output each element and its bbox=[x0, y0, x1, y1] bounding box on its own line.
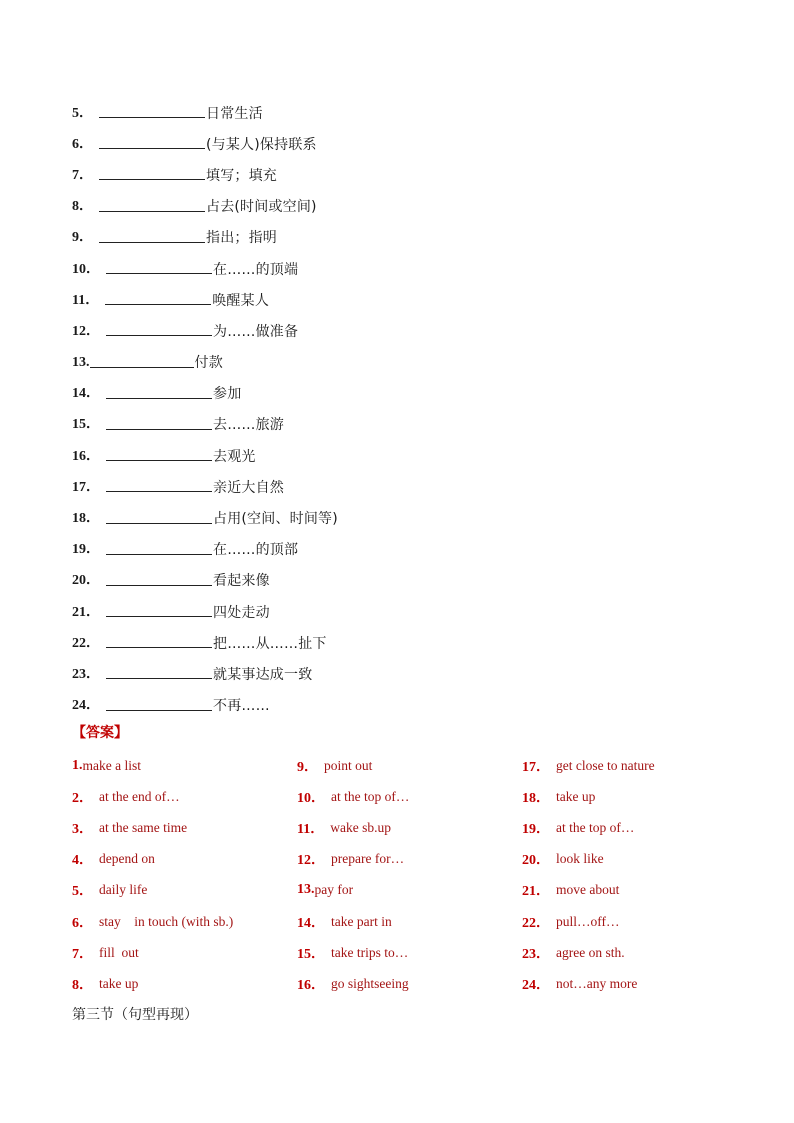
answer-text: move about bbox=[556, 882, 620, 898]
question-number: 7． bbox=[72, 167, 93, 183]
question-number: 15． bbox=[72, 417, 100, 433]
question-meaning: 把……从……扯下 bbox=[213, 635, 327, 652]
answer-item bbox=[72, 968, 233, 999]
question-row bbox=[72, 597, 722, 628]
answer-item bbox=[72, 781, 233, 812]
answer-text: go sightseeing bbox=[331, 975, 409, 991]
answer-text: prepare for… bbox=[331, 851, 405, 867]
question-row bbox=[72, 691, 722, 722]
answer-item bbox=[522, 781, 655, 812]
question-meaning: 付款 bbox=[194, 355, 223, 372]
answers-heading: 【答案】 bbox=[72, 725, 128, 741]
question-meaning: 占用(空间、时间等) bbox=[213, 511, 338, 528]
answer-number: 13. bbox=[297, 882, 315, 898]
question-number: 20． bbox=[72, 573, 100, 589]
question-meaning: 在……的顶端 bbox=[213, 261, 299, 278]
answer-text: not…any more bbox=[556, 975, 638, 991]
question-row bbox=[72, 129, 722, 160]
question-row bbox=[72, 503, 722, 534]
answer-text: depend on bbox=[99, 851, 155, 867]
question-number: 18． bbox=[72, 511, 100, 527]
question-meaning: 日常生活 bbox=[206, 105, 263, 122]
answer-number: 12． bbox=[297, 853, 325, 869]
answer-number: 17． bbox=[522, 759, 550, 775]
answer-item bbox=[72, 812, 233, 843]
question-row bbox=[72, 566, 722, 597]
question-row bbox=[72, 348, 722, 379]
question-number: 11． bbox=[72, 292, 100, 308]
question-meaning: (与某人)保持联系 bbox=[206, 136, 317, 153]
question-row bbox=[72, 98, 722, 129]
question-number: 19． bbox=[72, 542, 100, 558]
answer-blank[interactable] bbox=[106, 259, 212, 274]
answer-text: take part in bbox=[331, 913, 392, 929]
question-meaning: 填写；填充 bbox=[206, 167, 277, 184]
answer-number: 9． bbox=[297, 759, 318, 775]
answer-item bbox=[72, 906, 233, 937]
answer-text: make a list bbox=[82, 757, 141, 773]
question-meaning: 去观光 bbox=[213, 448, 256, 465]
question-meaning: 去……旅游 bbox=[213, 417, 284, 434]
question-number: 10． bbox=[72, 261, 100, 277]
answer-text: take up bbox=[99, 975, 139, 991]
answer-blank[interactable] bbox=[106, 696, 212, 711]
answer-text: at the top of… bbox=[556, 819, 635, 835]
answer-item bbox=[297, 844, 409, 875]
answer-item bbox=[297, 781, 409, 812]
answer-text: stay in touch (with sb.) bbox=[99, 913, 234, 929]
answer-item bbox=[297, 968, 409, 999]
answer-number: 10． bbox=[297, 790, 325, 806]
answer-item bbox=[72, 875, 233, 906]
answer-number: 18． bbox=[522, 790, 550, 806]
answer-blank[interactable] bbox=[99, 228, 205, 243]
question-number: 23． bbox=[72, 666, 100, 682]
question-meaning: 亲近大自然 bbox=[213, 479, 284, 496]
answer-number: 2． bbox=[72, 790, 93, 806]
answer-text: pull…off… bbox=[556, 913, 620, 929]
question-row bbox=[72, 659, 722, 690]
question-row bbox=[72, 410, 722, 441]
question-meaning: 看起来像 bbox=[213, 573, 270, 590]
answer-text: at the same time bbox=[99, 819, 188, 835]
answer-blank[interactable] bbox=[106, 571, 212, 586]
answer-number: 11． bbox=[297, 821, 325, 837]
answer-text: fill out bbox=[99, 944, 139, 960]
answer-text: daily life bbox=[99, 882, 148, 898]
question-row bbox=[72, 316, 722, 347]
answer-number: 14． bbox=[297, 915, 325, 931]
answer-item bbox=[522, 844, 655, 875]
answer-column bbox=[522, 750, 655, 1000]
answer-blank[interactable] bbox=[99, 197, 205, 212]
question-row bbox=[72, 628, 722, 659]
question-number: 13. bbox=[72, 355, 90, 371]
question-row bbox=[72, 441, 722, 472]
answer-blank[interactable] bbox=[106, 509, 212, 524]
answer-item bbox=[522, 937, 655, 968]
question-meaning: 为……做准备 bbox=[213, 323, 299, 340]
answer-blank[interactable] bbox=[99, 134, 205, 149]
question-row bbox=[72, 254, 722, 285]
answer-text: at the top of… bbox=[331, 788, 410, 804]
question-meaning: 在……的顶部 bbox=[213, 542, 299, 559]
answer-number: 7． bbox=[72, 946, 93, 962]
answer-blank[interactable] bbox=[106, 446, 212, 461]
question-row bbox=[72, 472, 722, 503]
question-number: 24． bbox=[72, 698, 100, 714]
answer-item bbox=[522, 812, 655, 843]
answer-item bbox=[72, 937, 233, 968]
fill-in-question-list bbox=[72, 98, 722, 722]
question-number: 22． bbox=[72, 635, 100, 651]
question-number: 16． bbox=[72, 448, 100, 464]
answer-number: 22． bbox=[522, 915, 550, 931]
answer-blank[interactable] bbox=[106, 540, 212, 555]
question-number: 5． bbox=[72, 105, 93, 121]
question-meaning: 就某事达成一致 bbox=[213, 666, 313, 683]
answer-item bbox=[297, 812, 409, 843]
question-number: 6． bbox=[72, 136, 93, 152]
answer-item bbox=[297, 875, 409, 906]
answer-item bbox=[297, 906, 409, 937]
question-meaning: 四处走动 bbox=[213, 604, 270, 621]
answer-number: 1. bbox=[72, 757, 83, 773]
answer-blank[interactable] bbox=[99, 165, 205, 180]
question-meaning: 唤醒某人 bbox=[212, 292, 270, 309]
answer-number: 21． bbox=[522, 884, 550, 900]
question-row bbox=[72, 535, 722, 566]
answer-text: take trips to… bbox=[331, 944, 409, 960]
answer-blank[interactable] bbox=[105, 290, 211, 305]
answer-number: 15． bbox=[297, 946, 325, 962]
answer-number: 6． bbox=[72, 915, 93, 931]
answer-number: 3． bbox=[72, 821, 93, 837]
question-meaning: 不再…… bbox=[213, 698, 270, 715]
question-row bbox=[72, 223, 722, 254]
question-row bbox=[72, 160, 722, 191]
answer-item bbox=[522, 750, 655, 781]
answer-item bbox=[522, 906, 655, 937]
question-number: 17． bbox=[72, 479, 100, 495]
question-number: 21． bbox=[72, 604, 100, 620]
answer-text: agree on sth. bbox=[556, 944, 625, 960]
answer-text: get close to nature bbox=[556, 757, 655, 773]
answer-blank[interactable] bbox=[106, 321, 212, 336]
answer-column bbox=[297, 750, 409, 1000]
answer-number: 19． bbox=[522, 821, 550, 837]
question-number: 9． bbox=[72, 230, 93, 246]
answer-number: 23． bbox=[522, 946, 550, 962]
answer-item bbox=[522, 968, 655, 999]
answer-blank[interactable] bbox=[106, 664, 212, 679]
answer-number: 20． bbox=[522, 853, 550, 869]
answer-text: take up bbox=[556, 788, 596, 804]
question-row bbox=[72, 285, 722, 316]
question-meaning: 参加 bbox=[213, 386, 242, 403]
answer-text: wake sb.up bbox=[330, 819, 391, 835]
answer-item bbox=[297, 750, 409, 781]
question-meaning: 占去(时间或空间) bbox=[206, 199, 317, 216]
answer-column bbox=[72, 750, 233, 1000]
question-number: 14． bbox=[72, 386, 100, 402]
next-section-title: 第三节（句型再现） bbox=[72, 1007, 198, 1023]
answer-number: 4． bbox=[72, 853, 93, 869]
answer-text: at the end of… bbox=[99, 788, 180, 804]
answer-blank[interactable] bbox=[106, 384, 212, 399]
question-row bbox=[72, 379, 722, 410]
answer-text: pay for bbox=[314, 882, 354, 898]
answer-text: point out bbox=[324, 757, 373, 773]
answer-number: 24． bbox=[522, 977, 550, 993]
answer-blank[interactable] bbox=[90, 353, 194, 368]
answer-number: 5． bbox=[72, 884, 93, 900]
answer-blank[interactable] bbox=[106, 477, 212, 492]
answer-item bbox=[522, 875, 655, 906]
answer-number: 8． bbox=[72, 977, 93, 993]
answer-item bbox=[72, 750, 233, 781]
question-number: 8． bbox=[72, 199, 93, 215]
answer-number: 16． bbox=[297, 977, 325, 993]
question-number: 12． bbox=[72, 323, 100, 339]
answer-item bbox=[297, 937, 409, 968]
answer-blank[interactable] bbox=[106, 602, 212, 617]
answer-blank[interactable] bbox=[99, 103, 205, 118]
answer-blank[interactable] bbox=[106, 633, 212, 648]
answer-item bbox=[72, 844, 233, 875]
answer-text: look like bbox=[556, 851, 604, 867]
answer-key bbox=[72, 750, 712, 1000]
question-row bbox=[72, 192, 722, 223]
question-meaning: 指出；指明 bbox=[206, 230, 277, 247]
answer-blank[interactable] bbox=[106, 415, 212, 430]
